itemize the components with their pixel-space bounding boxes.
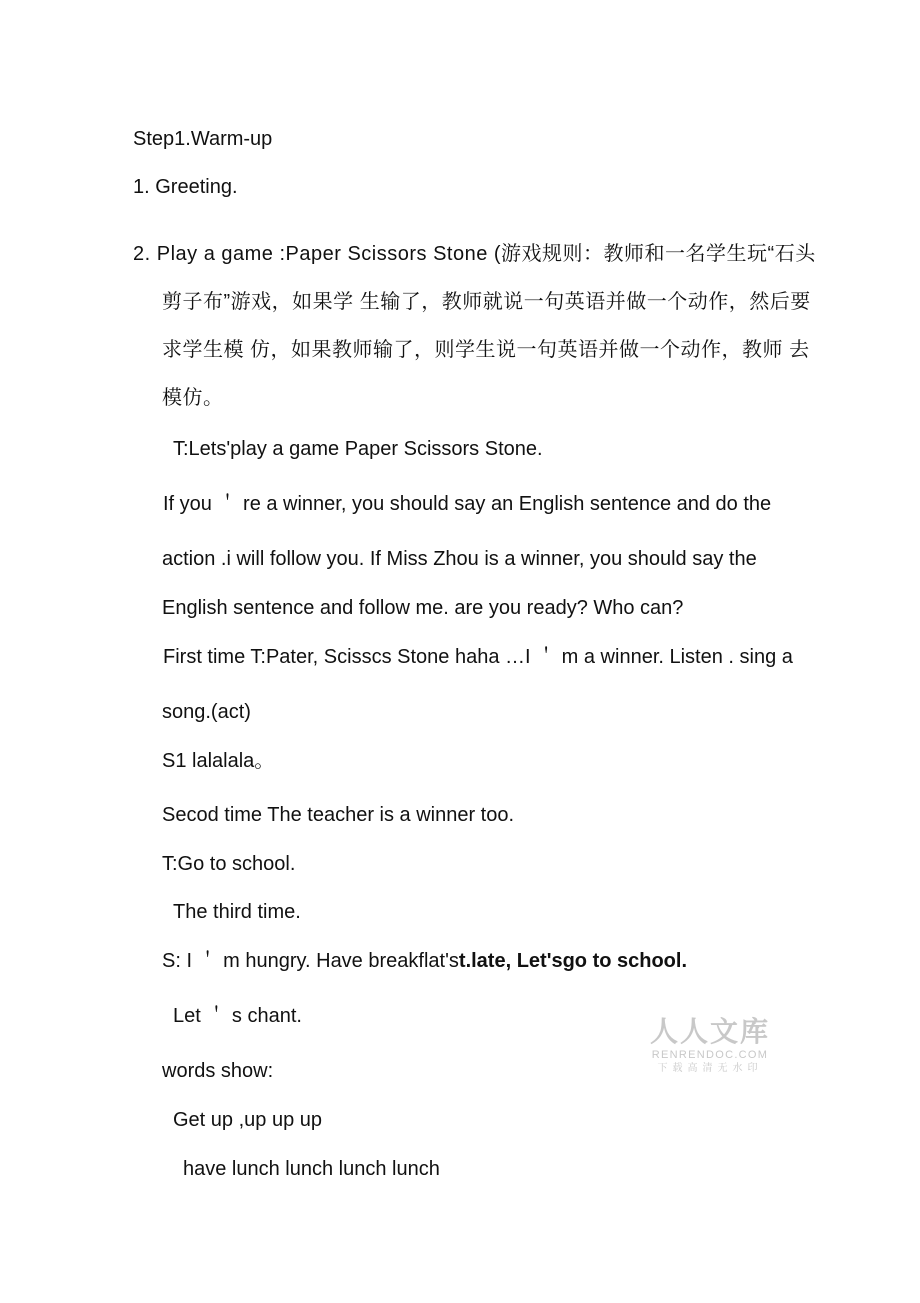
item-greeting: 1. Greeting. (133, 176, 238, 198)
chant-words-line-1: Get up ,up up up (173, 1109, 323, 1131)
instruction-line-3: English sentence and follow me. are you ready? Who can? (162, 597, 684, 619)
student-line: S1 lalalala。 (162, 750, 275, 772)
second-time-line: Secod time The teacher is a winner too. (162, 804, 515, 826)
game-rule-line-3: 求学生模 仿，如果教师输了，则学生说一句英语并做一个动作，教师 去 (162, 339, 810, 361)
watermark-tagline: 下载高清无水印 (657, 1063, 763, 1074)
watermark (648, 1016, 772, 1076)
first-time-line-1: First time T:Pater, Scisscs Stone haha …I ＇ m a winner. Listen . sing a (163, 646, 793, 668)
teacher-line-2: T:Go to school. (162, 853, 296, 875)
instruction-line-1: If you ＇ re a winner, you should say an English sentence and do the (163, 493, 772, 515)
step-heading: Step1.Warm-up (133, 128, 273, 150)
chant-line: Let ＇ s chant. (173, 1005, 302, 1027)
teacher-line-1: T:Lets'play a game Paper Scissors Stone. (173, 438, 543, 460)
first-time-line-2: song.(act) (162, 701, 251, 723)
student-line-2: S: I ＇ m hungry. Have breakflat'st.late, Let'sgo to school. (162, 950, 688, 972)
game-rule-line-1: 2. Play a game :Paper Scissors Stone (游戏规则：教师和一名学生玩“石头 (133, 243, 816, 265)
game-rule-line-2: 剪子布”游戏，如果学 生输了，教师就说一句英语并做一个动作，然后要 (162, 291, 811, 313)
watermark-title: 人人文库 (649, 1015, 770, 1048)
watermark-site: RENRENDOC.COM (651, 1049, 769, 1061)
instruction-line-2: action .i will follow you. If Miss Zhou is a winner, you should say the (162, 548, 757, 570)
game-rule-line-4: 模仿。 (162, 387, 224, 409)
third-time-line: The third time. (173, 901, 301, 923)
chant-words-line-2: have lunch lunch lunch lunch (183, 1158, 440, 1180)
words-show-line: words show: (162, 1060, 274, 1082)
